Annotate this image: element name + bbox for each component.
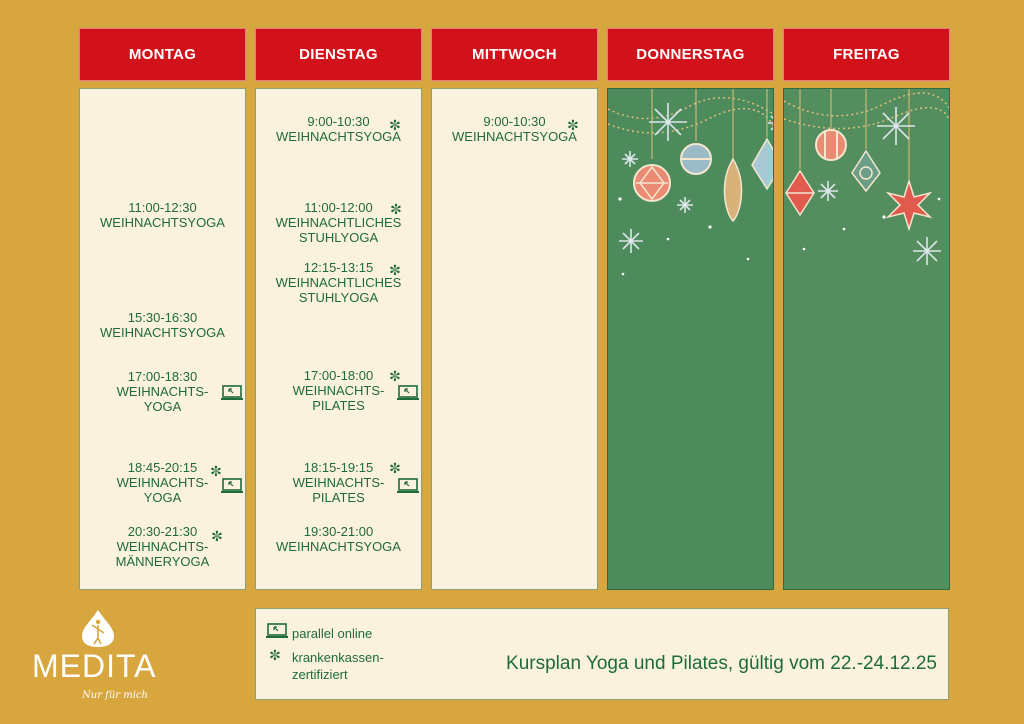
christmas-ornaments-illustration <box>608 89 774 289</box>
day-header-montag: MONTAG <box>79 28 246 81</box>
day-header-mittwoch: MITTWOCH <box>431 28 598 81</box>
session: 18:15-19:15 WEIHNACHTS- PILATES <box>292 460 385 505</box>
asterisk-icon: ✼ <box>389 262 401 278</box>
asterisk-icon: ✼ <box>211 528 223 544</box>
day-header-freitag: FREITAG <box>783 28 950 81</box>
legend-online-label: parallel online <box>292 626 373 641</box>
column-dienstag <box>255 28 422 554</box>
column-mittwoch <box>431 28 598 144</box>
medita-logo <box>24 608 184 708</box>
session: 12:15-13:15 WEIHNACHTLICHES STUHLYOGA <box>275 260 402 305</box>
column-freitag <box>783 28 950 81</box>
session: 19:30-21:00 WEIHNACHTSYOGA <box>276 524 401 554</box>
session: 18:45-20:15 WEIHNACHTS- YOGA <box>116 460 209 505</box>
asterisk-icon: ✼ <box>567 117 579 133</box>
session: 17:00-18:30 WEIHNACHTS- YOGA <box>116 369 209 414</box>
yoga-figure-icon <box>80 608 116 648</box>
legend-certified-label: krankenkassen- zertifiziert <box>292 650 384 682</box>
laptop-icon <box>396 385 420 402</box>
brand-slogan: Nur für mich <box>82 690 148 701</box>
day-body-donnerstag <box>607 88 774 590</box>
laptop-icon <box>264 623 290 640</box>
christmas-ornaments-illustration <box>784 89 950 289</box>
laptop-icon <box>220 385 244 402</box>
asterisk-icon: ✼ <box>389 460 401 476</box>
column-donnerstag <box>607 28 774 81</box>
session: 11:00-12:00 WEIHNACHTLICHES STUHLYOGA <box>275 200 402 245</box>
schedule-title: Kursplan Yoga und Pilates, gültig vom 22.-24.12.25 <box>506 653 937 674</box>
day-header-donnerstag: DONNERSTAG <box>607 28 774 81</box>
asterisk-icon: ✼ <box>269 647 281 663</box>
day-body-mittwoch <box>431 88 598 590</box>
day-body-dienstag <box>255 88 422 590</box>
session: 17:00-18:00 WEIHNACHTS- PILATES <box>292 368 385 413</box>
day-header-dienstag: DIENSTAG <box>255 28 422 81</box>
laptop-icon <box>396 478 420 495</box>
session: 15:30-16:30 WEIHNACHTSYOGA <box>100 310 225 340</box>
day-body-montag <box>79 88 246 590</box>
session: 20:30-21:30 WEIHNACHTS- MÄNNERYOGA <box>115 524 210 569</box>
session: 11:00-12:30 WEIHNACHTSYOGA <box>100 200 225 230</box>
session: 9:00-10:30 WEIHNACHTSYOGA <box>276 114 401 144</box>
column-montag <box>79 28 246 569</box>
asterisk-icon: ✼ <box>210 463 222 479</box>
asterisk-icon: ✼ <box>389 368 401 384</box>
laptop-icon <box>220 478 244 495</box>
day-body-freitag <box>783 88 950 590</box>
asterisk-icon: ✼ <box>390 201 402 217</box>
session: 9:00-10:30 WEIHNACHTSYOGA <box>452 114 577 144</box>
asterisk-icon: ✼ <box>389 117 401 133</box>
brand-name: MEDITA <box>32 648 157 684</box>
legend-box <box>255 608 949 700</box>
